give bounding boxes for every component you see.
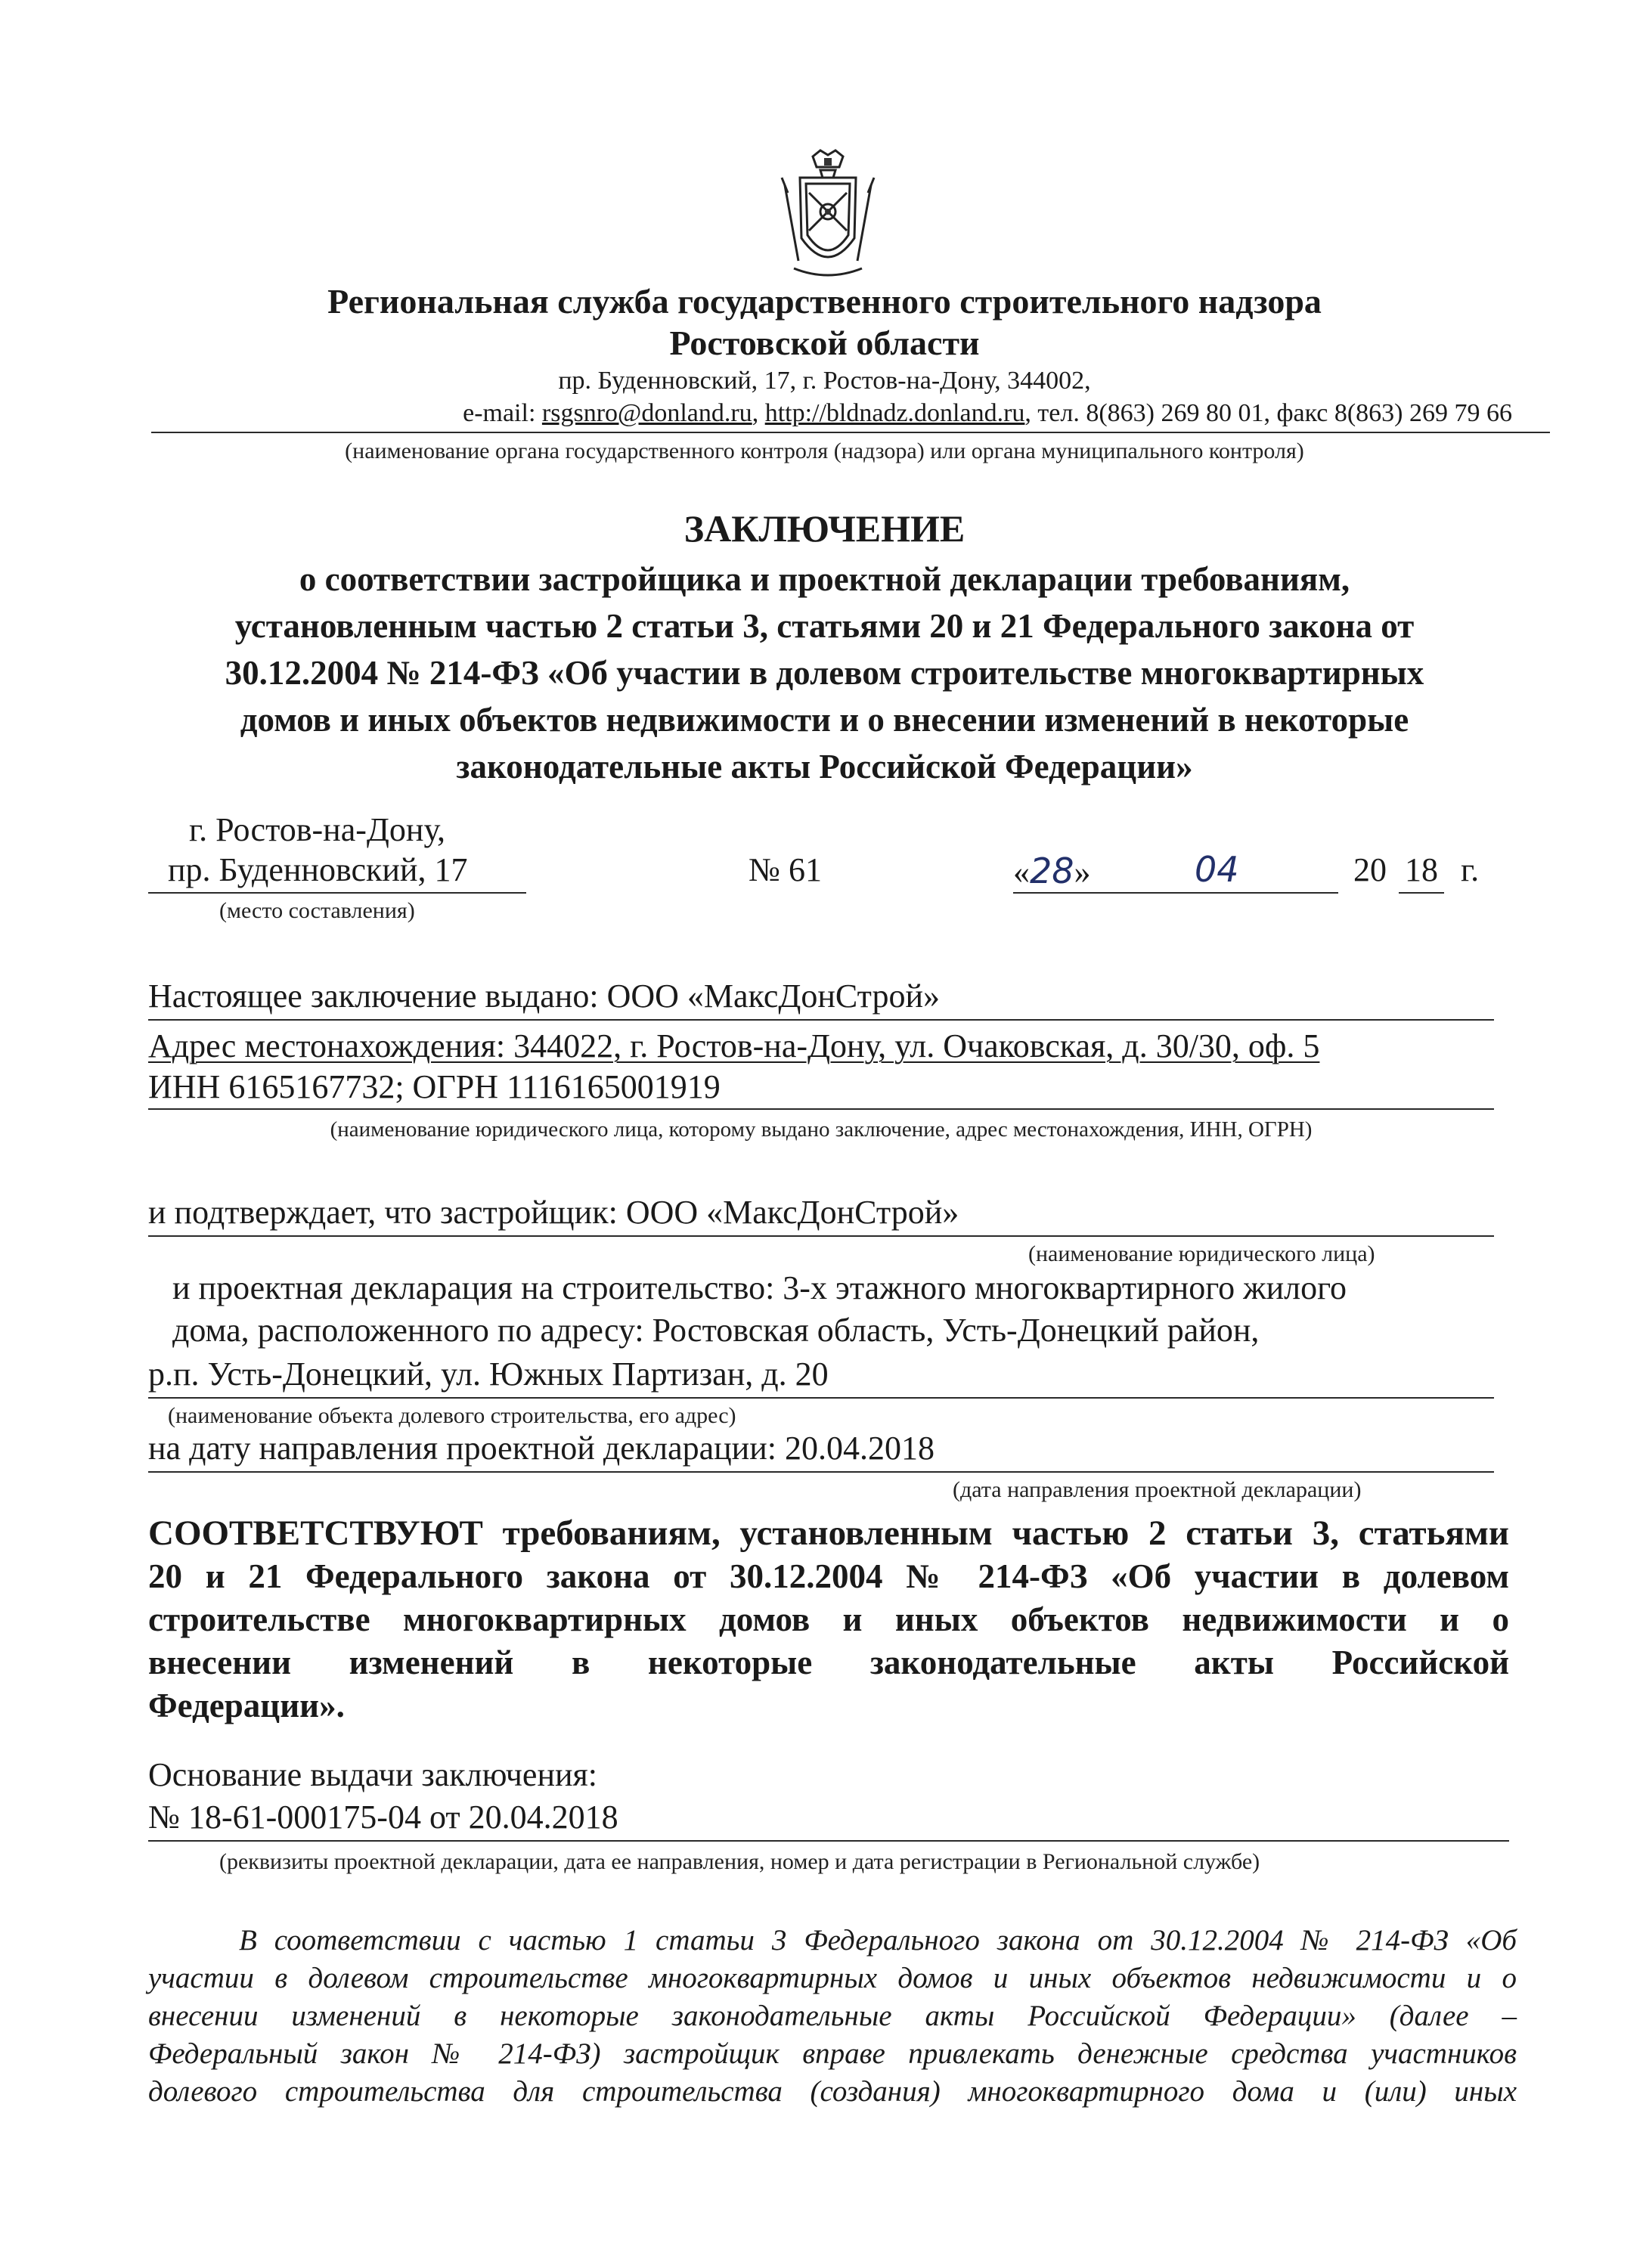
phone-fax: , тел. 8(863) 269 80 01, факс 8(863) 269 79 66 [1024, 399, 1512, 427]
project-line1: и проектная декларация на строительство: 3-х этажного многоквартирного жилого [172, 1269, 1347, 1306]
developer-underline [148, 1235, 1494, 1237]
org-address: пр. Буденновский, 17, г. Ростов-на-Дону, 344002, [558, 367, 1091, 395]
basis-value: № 18-61-000175-04 от 20.04.2018 [148, 1799, 618, 1836]
org-hint: (наименование органа государственного контроля (надзора) или органа муниципального контроля) [345, 438, 1304, 463]
website-link[interactable]: http://bldnadz.donland.ru [764, 399, 1025, 427]
issued-address [148, 1027, 1319, 1065]
issued-hint: (наименование юридического лица, которому выдано заключение, адрес местонахождения, ИНН, ОГРН) [330, 1117, 1313, 1142]
org-name-line1: Региональная служба государственного строительного надзора [327, 282, 1322, 321]
title-line: о соответствии застройщика и проектной декларации требованиям, [299, 560, 1350, 598]
place-underline [148, 892, 526, 894]
basis-hint: (реквизиты проектной декларации, дата ее направления, номер и дата регистрации в Региональной службе) [219, 1849, 1260, 1874]
date-close-quote: » [1074, 854, 1091, 891]
place-line1: г. Ростов-на-Дону, [189, 811, 446, 848]
paragraph-line: Федеральный закон № 214-ФЗ) застройщик вправе привлекать денежные средства участников [148, 2037, 1517, 2070]
basis-label: Основание выдачи заключения: [148, 1756, 598, 1793]
conclusion-block [148, 1512, 1509, 1727]
date-open-quote: « [1013, 854, 1030, 891]
direction-hint: (дата направления проектной декларации) [953, 1477, 1362, 1502]
date-day: 28 [1030, 850, 1074, 891]
site-separator: , [752, 399, 765, 427]
inn-underline [148, 1108, 1494, 1110]
project-hint: (наименование объекта долевого строительства, его адрес) [168, 1403, 736, 1428]
email-prefix: e-mail: [463, 399, 542, 427]
direction-underline [148, 1471, 1494, 1473]
title-block [0, 556, 1649, 790]
date-underline [1013, 892, 1338, 894]
document-date [1013, 850, 1091, 891]
document-number: № 61 [749, 851, 822, 888]
issued-inn: ИНН 6165167732; ОГРН 1116165001919 [148, 1068, 721, 1105]
conclusion-line: 20 и 21 Федерального закона от 30.12.2004 № 214-ФЗ «Об участии в долевом [148, 1557, 1509, 1595]
issued-underline [148, 1019, 1494, 1021]
paragraph-line: участии в долевом строительстве многоквартирных домов и иных объектов недвижимости и о [148, 1962, 1517, 1994]
place-line2: пр. Буденновский, 17 [168, 851, 468, 888]
project-line3: р.п. Усть-Донецкий, ул. Южных Партизан, д. 20 [148, 1356, 829, 1393]
conclusion-line: строительстве многоквартирных домов и иных объектов недвижимости и о [148, 1600, 1509, 1638]
email-link[interactable]: rsgsnro@donland.ru [541, 399, 752, 427]
paragraph-line: В соответствии с частью 1 статьи 3 Федерального закона от 30.12.2004 № 214-ФЗ «Об [239, 1924, 1517, 1957]
title-line: 30.12.2004 № 214-ФЗ «Об участии в долевом строительстве многоквартирных [225, 654, 1424, 692]
issued-address-text: Адрес местонахождения: 344022, г. Ростов-на-Дону, ул. Очаковская, д. 30/30, оф. 5 [148, 1027, 1320, 1064]
place-hint: (место составления) [219, 898, 415, 923]
developer-line: и подтверждает, что застройщик: ООО «МаксДонСтрой» [148, 1194, 959, 1231]
project-underline [148, 1397, 1494, 1399]
date-month: 04 [1195, 849, 1239, 890]
paragraph-line: долевого строительства для строительства (создания) многоквартирного дома и (или) иных [148, 2075, 1517, 2108]
date-year-suffix: 18 [1405, 851, 1438, 888]
date-year-unit: г. [1461, 851, 1480, 888]
legal-paragraph [148, 1922, 1517, 2111]
year-underline [1399, 892, 1444, 894]
conclusion-line: внесении изменений в некоторые законодательные акты Российской [148, 1644, 1509, 1681]
basis-underline [148, 1840, 1509, 1842]
document-heading: ЗАКЛЮЧЕНИЕ [683, 507, 966, 550]
developer-hint: (наименование юридического лица) [1028, 1241, 1375, 1266]
title-line: домов и иных объектов недвижимости и о внесении изменений в некоторые [240, 701, 1409, 739]
org-name-line2: Ростовской области [669, 324, 980, 362]
direction-line: на дату направления проектной декларации: 20.04.2018 [148, 1430, 935, 1467]
date-year-prefix: 20 [1353, 851, 1387, 888]
header-divider [151, 432, 1550, 433]
issued-to-line: Настоящее заключение выдано: ООО «МаксДонСтрой» [148, 978, 940, 1015]
title-line: установленным частью 2 статьи 3, статьями 20 и 21 Федерального закона от [234, 607, 1415, 645]
coat-of-arms-emblem [779, 147, 877, 284]
org-contacts [151, 399, 1512, 428]
conclusion-last-line: Федерации». [148, 1687, 345, 1724]
conclusion-line: СООТВЕТСТВУЮТ требованиям, установленным частью 2 статьи 3, статьями [148, 1514, 1509, 1553]
project-line2: дома, расположенного по адресу: Ростовская область, Усть-Донецкий район, [172, 1312, 1260, 1349]
paragraph-line: внесении изменений в некоторые законодательные акты Российской Федерации» (далее – [148, 2000, 1517, 2032]
title-line: законодательные акты Российской Федерации» [456, 748, 1193, 785]
